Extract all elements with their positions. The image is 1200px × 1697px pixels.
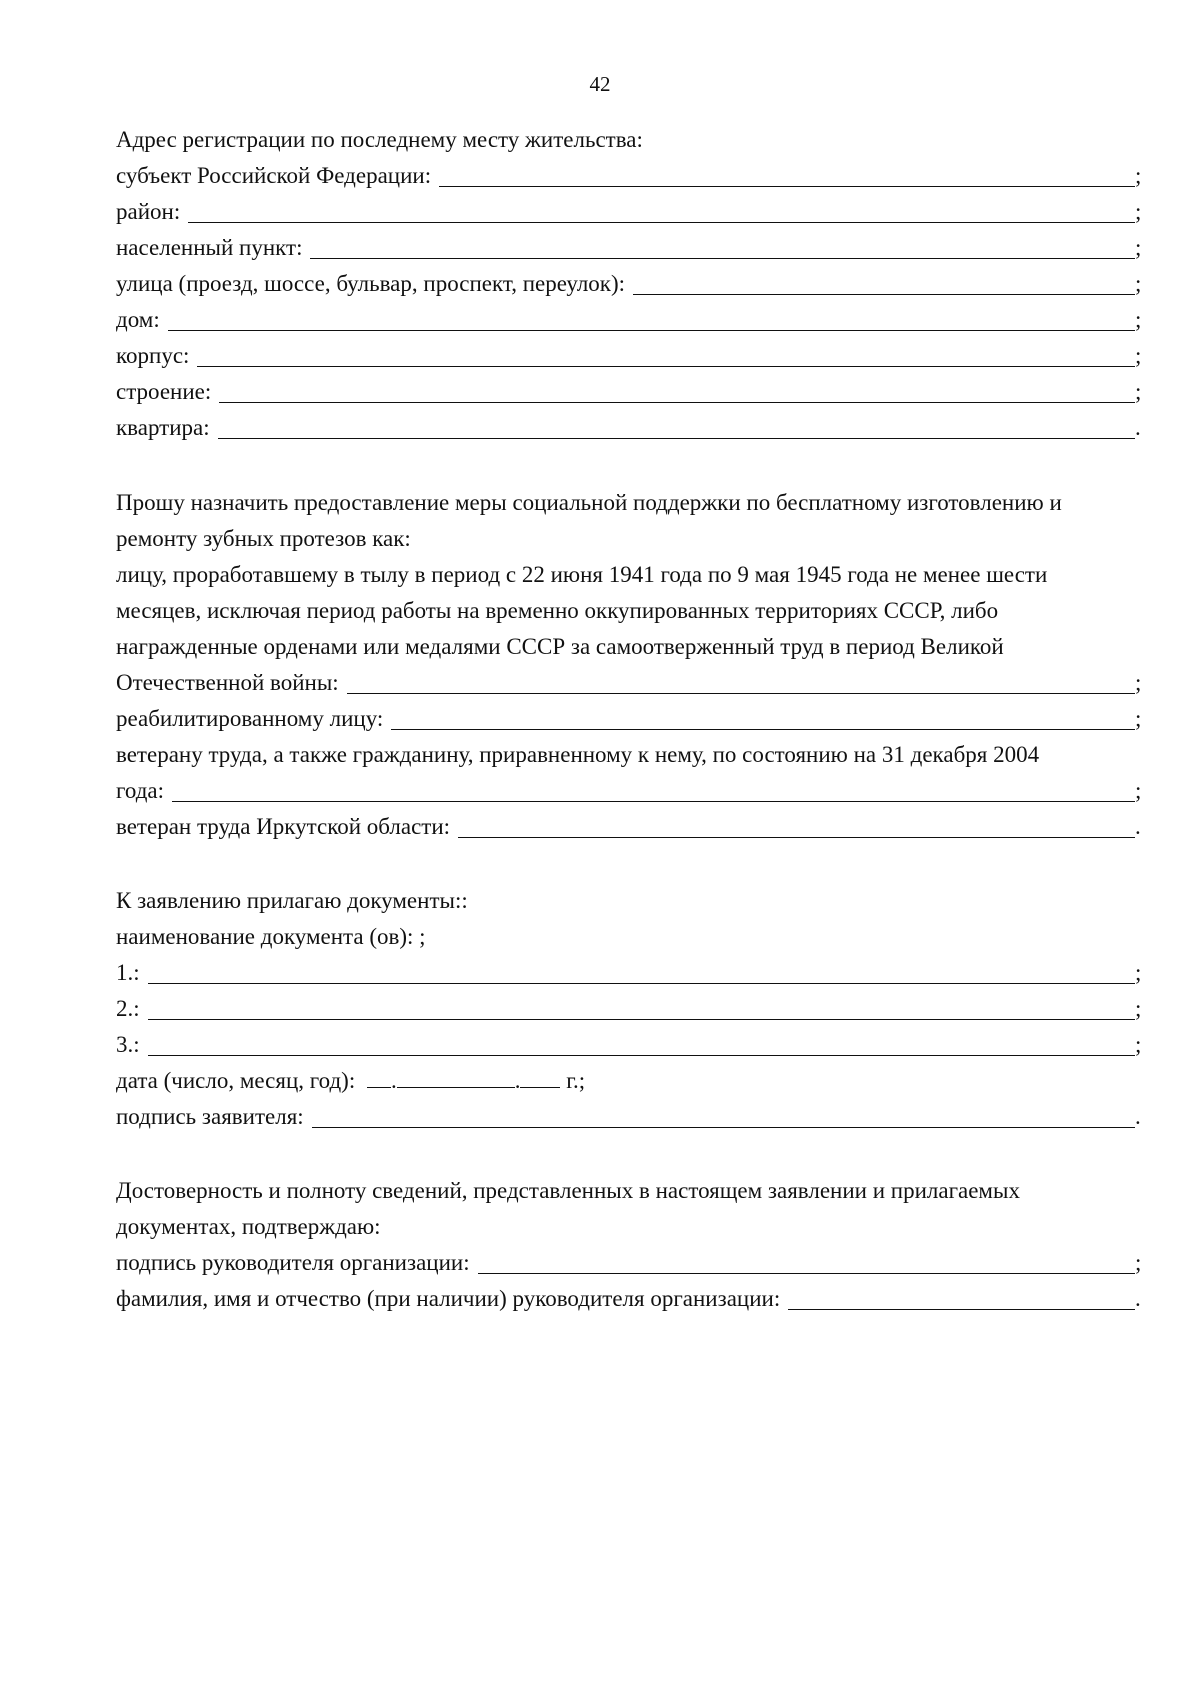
field-label: реабилитированному лицу:: [116, 706, 384, 731]
request-text-line: награжденные орденами или медалями СССР за самоотверженный труд в период Великой: [116, 634, 1004, 659]
field-label: субъект Российской Федерации:: [116, 163, 432, 188]
documents-names-label: наименование документа (ов): ;: [116, 924, 426, 949]
field-head-signature[interactable]: [116, 1245, 1143, 1281]
field-apartment[interactable]: [116, 410, 1143, 446]
date-label: дата (число, месяц, год):: [116, 1068, 356, 1093]
field-rehabilitated[interactable]: [116, 701, 1143, 737]
request-text-line: лицу, проработавшему в тылу в период с 22 июня 1941 года по 9 мая 1945 года не менее шести: [116, 562, 1048, 587]
field-end-punct: ;: [1135, 1250, 1142, 1275]
input-line[interactable]: [458, 836, 1135, 838]
request-text-line: Прошу назначить предоставление меры социальной поддержки по бесплатному изготовлению и: [116, 490, 1062, 515]
field-label: 3.:: [116, 1032, 140, 1057]
field-locality[interactable]: [116, 230, 1143, 266]
field-end-punct: ;: [1135, 271, 1142, 296]
request-text-line: месяцев, исключая период работы на временно оккупированных территориях СССР, либо: [116, 598, 999, 623]
field-end-punct: ;: [1135, 343, 1142, 368]
field-end-punct: ;: [1135, 163, 1142, 188]
field-end-punct: .: [1135, 415, 1141, 440]
field-building[interactable]: [116, 338, 1143, 374]
field-end-punct: ;: [1135, 199, 1142, 224]
request-text-line: ремонту зубных протезов как:: [116, 526, 411, 551]
field-end-punct: ;: [1135, 307, 1142, 332]
field-head-fullname[interactable]: [116, 1281, 1143, 1317]
field-label: строение:: [116, 379, 212, 404]
day-blank[interactable]: [367, 1086, 391, 1088]
input-line[interactable]: [391, 728, 1135, 730]
date-field[interactable]: [116, 1063, 1143, 1099]
input-line[interactable]: [219, 401, 1135, 403]
input-line[interactable]: [197, 365, 1135, 367]
field-label: дом:: [116, 307, 160, 332]
field-applicant-signature[interactable]: [116, 1099, 1143, 1135]
date-separator: .: [514, 1068, 521, 1093]
field-subject[interactable]: [116, 158, 1143, 194]
field-end-punct: ;: [1135, 1032, 1142, 1057]
field-end-punct: ;: [1135, 379, 1142, 404]
field-label: 1.:: [116, 960, 140, 985]
input-line[interactable]: [148, 1054, 1135, 1056]
page-number: 42: [589, 72, 611, 96]
field-end-punct: ;: [1135, 960, 1142, 985]
field-label: года:: [116, 778, 164, 803]
field-label: населенный пункт:: [116, 235, 303, 260]
field-end-punct: ;: [1135, 235, 1142, 260]
field-war-worker[interactable]: [116, 665, 1143, 701]
field-label: квартира:: [116, 415, 210, 440]
date-suffix: г.;: [566, 1068, 586, 1093]
field-end-punct: .: [1135, 1104, 1141, 1129]
request-text-line: ветерану труда, а также гражданину, приравненному к нему, по состоянию на 31 декабря 2004: [116, 742, 1040, 767]
date-separator: .: [390, 1068, 397, 1093]
field-label: подпись заявителя:: [116, 1104, 304, 1129]
input-line[interactable]: [168, 329, 1135, 331]
field-structure[interactable]: [116, 374, 1143, 410]
input-line[interactable]: [148, 1018, 1135, 1020]
address-heading: Адрес регистрации по последнему месту жительства:: [116, 127, 643, 152]
year-blank[interactable]: [520, 1086, 560, 1088]
input-line[interactable]: [788, 1308, 1135, 1310]
field-end-punct: ;: [1135, 670, 1142, 695]
field-label: Отечественной войны:: [116, 670, 339, 695]
field-label: подпись руководителя организации:: [116, 1250, 470, 1275]
field-label: улица (проезд, шоссе, бульвар, проспект, переулок):: [116, 271, 626, 296]
month-blank[interactable]: [397, 1086, 515, 1088]
documents-heading: К заявлению прилагаю документы::: [116, 888, 468, 913]
document-item-2[interactable]: [116, 991, 1143, 1027]
field-street[interactable]: [116, 266, 1143, 302]
field-irkutsk-veteran[interactable]: [116, 809, 1143, 845]
field-labor-veteran[interactable]: [116, 773, 1143, 809]
field-end-punct: ;: [1135, 778, 1142, 803]
input-line[interactable]: [439, 185, 1135, 187]
field-label: фамилия, имя и отчество (при наличии) руководителя организации:: [116, 1286, 781, 1311]
field-end-punct: ;: [1135, 996, 1142, 1021]
field-label: 2.:: [116, 996, 140, 1021]
input-line[interactable]: [312, 1126, 1135, 1128]
field-end-punct: ;: [1135, 706, 1142, 731]
confirm-text-line: Достоверность и полноту сведений, представленных в настоящем заявлении и прилагаемых: [116, 1178, 1020, 1203]
input-line[interactable]: [218, 437, 1135, 439]
field-end-punct: .: [1135, 814, 1141, 839]
confirm-text-line: документах, подтверждаю:: [116, 1214, 381, 1239]
field-label: район:: [116, 199, 181, 224]
input-line[interactable]: [310, 257, 1135, 259]
input-line[interactable]: [172, 800, 1135, 802]
field-label: корпус:: [116, 343, 190, 368]
field-house[interactable]: [116, 302, 1143, 338]
field-district[interactable]: [116, 194, 1143, 230]
input-line[interactable]: [478, 1272, 1135, 1274]
document-item-3[interactable]: [116, 1027, 1143, 1063]
input-line[interactable]: [148, 982, 1135, 984]
input-line[interactable]: [188, 221, 1135, 223]
input-line[interactable]: [347, 692, 1135, 694]
document-item-1[interactable]: [116, 955, 1143, 991]
field-end-punct: .: [1135, 1286, 1141, 1311]
input-line[interactable]: [633, 293, 1135, 295]
field-label: ветеран труда Иркутской области:: [116, 814, 451, 839]
